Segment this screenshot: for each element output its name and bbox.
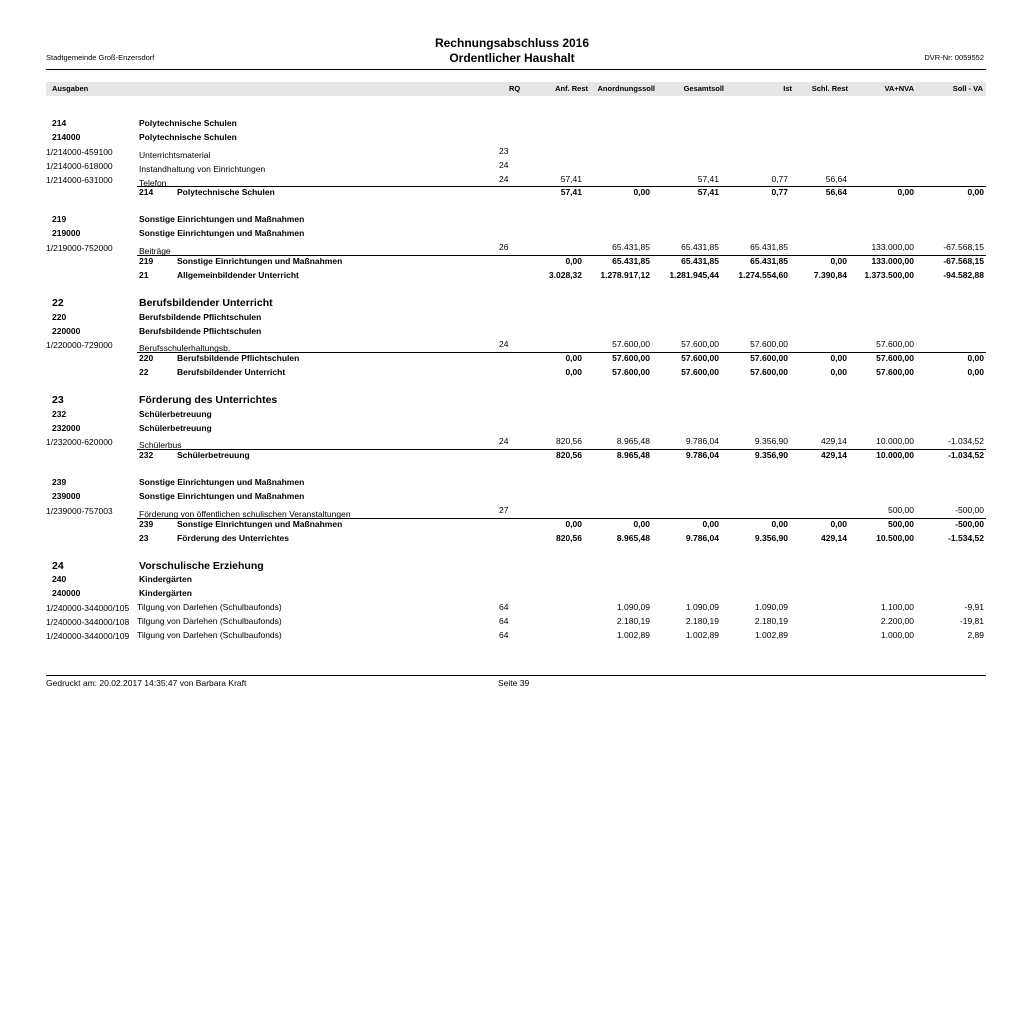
row-value: 10.000,00 — [876, 450, 914, 460]
row-code: 1/220000-729000 — [46, 340, 113, 350]
row-value: -67.568,15 — [943, 256, 984, 266]
row-label: Förderung von öffentlichen schulischen Veranstaltungen — [139, 509, 351, 519]
row-code: 1/214000-459100 — [46, 147, 113, 157]
row-code: 21 — [139, 270, 149, 280]
col-va-nva: VA+NVA — [884, 84, 914, 93]
row-code: 219 — [139, 256, 154, 266]
row-code: 232000 — [52, 423, 81, 433]
row-value: 0,00 — [633, 519, 650, 529]
row-value: -1.034,52 — [948, 436, 984, 446]
row-value: 56,64 — [825, 174, 847, 184]
row-label: Polytechnische Schulen — [139, 118, 237, 128]
row-value: 0,00 — [565, 256, 582, 266]
row-rq: 24 — [499, 436, 509, 446]
row-rq: 64 — [499, 602, 509, 612]
row-value: 0,00 — [565, 519, 582, 529]
row-code: 240 — [52, 574, 67, 584]
row-value: 9.786,04 — [685, 436, 719, 446]
row-value: 1.002,89 — [754, 630, 788, 640]
col-soll-va: Soll - VA — [952, 84, 983, 93]
row-code: 1/219000-752000 — [46, 243, 113, 253]
row-code: 1/232000-620000 — [46, 437, 113, 447]
row-label: Berufsbildende Pflichtschulen — [139, 326, 262, 336]
row-code: 1/240000-344000/109 — [46, 631, 130, 641]
row-code: 23 — [139, 533, 149, 543]
row-value: 65.431,85 — [612, 242, 650, 252]
row-value: 0,00 — [967, 187, 984, 197]
row-value: 56,64 — [825, 187, 847, 197]
row-rq: 27 — [499, 505, 509, 515]
row-value: 0,00 — [967, 353, 984, 363]
row-label: Berufsbildende Pflichtschulen — [139, 312, 262, 322]
subtotal-rule — [137, 449, 986, 450]
row-code: 1/240000-344000/108 — [46, 617, 130, 627]
row-value: 10.000,00 — [876, 436, 914, 446]
row-value: 57,41 — [560, 187, 582, 197]
row-label: Berufsbildende Pflichtschulen — [177, 353, 300, 363]
row-value: 57,41 — [697, 187, 719, 197]
row-rq: 23 — [499, 146, 509, 156]
row-label: Kindergärten — [139, 588, 192, 598]
row-value: 0,00 — [830, 519, 847, 529]
row-value: 1.281.945,44 — [669, 270, 719, 280]
row-code: 23 — [52, 394, 64, 406]
row-code: 1/240000-344000/105 — [46, 603, 130, 613]
print-info: Gedruckt am: 20.02.2017 14:35:47 von Barbara Kraft — [46, 678, 247, 688]
row-label: Vorschulische Erziehung — [139, 560, 264, 572]
row-value: 57.600,00 — [876, 367, 914, 377]
row-value: 133.000,00 — [871, 256, 914, 266]
row-value: 9.356,90 — [754, 436, 788, 446]
col-anordnungssoll: Anordnungssoll — [597, 84, 655, 93]
col-rq: RQ — [509, 84, 521, 93]
row-label: Beiträge — [139, 246, 171, 256]
subtotal-rule — [137, 186, 986, 187]
row-value: 65.431,85 — [681, 256, 719, 266]
row-code: 1/239000-757003 — [46, 506, 113, 516]
row-value: 65.431,85 — [681, 242, 719, 252]
row-code: 24 — [52, 560, 64, 572]
row-code: 219 — [52, 214, 67, 224]
row-value: 0,00 — [702, 519, 719, 529]
row-value: 0,00 — [967, 367, 984, 377]
row-value: 133.000,00 — [871, 242, 914, 252]
row-value: 8.965,48 — [616, 450, 650, 460]
row-label: Sonstige Einrichtungen und Maßnahmen — [139, 228, 305, 238]
page-number: Seite 39 — [498, 678, 530, 688]
row-code: 232 — [139, 450, 154, 460]
row-label: Polytechnische Schulen — [177, 187, 275, 197]
row-label: Schülerbetreuung — [139, 423, 212, 433]
row-label: Polytechnische Schulen — [139, 132, 237, 142]
row-value: -500,00 — [955, 519, 984, 529]
row-label: Sonstige Einrichtungen und Maßnahmen — [139, 477, 305, 487]
row-value: 57.600,00 — [876, 339, 914, 349]
row-label: Berufsschulerhaltungsb. — [139, 343, 231, 353]
row-value: 57.600,00 — [750, 339, 788, 349]
row-code: 22 — [52, 297, 64, 309]
row-label: Berufsbildender Unterricht — [177, 367, 286, 377]
row-code: 220 — [52, 312, 67, 322]
row-value: 57.600,00 — [681, 353, 719, 363]
row-value: -9,91 — [964, 602, 984, 612]
row-rq: 64 — [499, 616, 509, 626]
row-value: 0,00 — [897, 187, 914, 197]
row-value: 2.180,19 — [616, 616, 650, 626]
row-value: 57,41 — [560, 174, 582, 184]
row-value: 820,56 — [556, 436, 582, 446]
row-value: 1.090,09 — [616, 602, 650, 612]
row-value: -94.582,88 — [943, 270, 984, 280]
row-value: 57.600,00 — [750, 367, 788, 377]
row-value: 1.002,89 — [616, 630, 650, 640]
row-value: 65.431,85 — [750, 242, 788, 252]
row-code: 219000 — [52, 228, 81, 238]
row-label: Kindergärten — [139, 574, 192, 584]
row-code: 220000 — [52, 326, 81, 336]
row-label: Allgemeinbildender Unterricht — [177, 270, 299, 280]
row-value: 57.600,00 — [612, 367, 650, 377]
row-value: 7.390,84 — [813, 270, 847, 280]
row-value: 1.100,00 — [880, 602, 914, 612]
row-rq: 24 — [499, 160, 509, 170]
row-value: 10.500,00 — [876, 533, 914, 543]
row-code: 240000 — [52, 588, 81, 598]
row-value: 57,41 — [697, 174, 719, 184]
row-label: Sonstige Einrichtungen und Maßnahmen — [139, 214, 305, 224]
row-value: 57.600,00 — [612, 339, 650, 349]
row-code: 239000 — [52, 491, 81, 501]
row-value: 9.786,04 — [685, 533, 719, 543]
row-value: -67.568,15 — [943, 242, 984, 252]
row-label: Sonstige Einrichtungen und Maßnahmen — [177, 519, 343, 529]
row-value: 9.786,04 — [685, 450, 719, 460]
row-label: Schülerbus — [139, 440, 182, 450]
row-value: 429,14 — [821, 450, 847, 460]
row-label: Unterrichtsmaterial — [139, 150, 211, 160]
row-label: Tilgung von Darlehen (Schulbaufonds) — [137, 602, 282, 612]
row-value: 2.180,19 — [685, 616, 719, 626]
row-rq: 64 — [499, 630, 509, 640]
row-value: 2.180,19 — [754, 616, 788, 626]
row-code: 214000 — [52, 132, 81, 142]
row-value: 820,56 — [556, 533, 582, 543]
row-value: 0,77 — [771, 174, 788, 184]
row-value: 0,00 — [830, 256, 847, 266]
row-value: 8.965,48 — [616, 436, 650, 446]
row-label: Förderung des Unterrichtes — [177, 533, 289, 543]
col-gesamtsoll: Gesamtsoll — [683, 84, 724, 93]
row-value: 57.600,00 — [681, 339, 719, 349]
row-value: 3.028,32 — [548, 270, 582, 280]
row-code: 1/214000-618000 — [46, 161, 113, 171]
row-code: 1/214000-631000 — [46, 175, 113, 185]
row-value: 57.600,00 — [876, 353, 914, 363]
row-rq: 24 — [499, 339, 509, 349]
row-value: -1.034,52 — [948, 450, 984, 460]
col-ist: Ist — [783, 84, 792, 93]
row-value: 820,56 — [556, 450, 582, 460]
row-value: 8.965,48 — [616, 533, 650, 543]
subtotal-rule — [137, 352, 986, 353]
row-value: 0,00 — [565, 367, 582, 377]
row-value: 500,00 — [888, 505, 914, 515]
row-label: Sonstige Einrichtungen und Maßnahmen — [177, 256, 343, 266]
col-schl-rest: Schl. Rest — [811, 84, 848, 93]
row-label: Schülerbetreuung — [177, 450, 250, 460]
row-label: Förderung des Unterrichtes — [139, 394, 278, 406]
row-label: Tilgung von Darlehen (Schulbaufonds) — [137, 616, 282, 626]
row-code: 239 — [52, 477, 67, 487]
report-title-line2: Ordentlicher Haushalt — [449, 51, 575, 65]
row-value: -500,00 — [955, 505, 984, 515]
row-value: 1.090,09 — [685, 602, 719, 612]
row-value: 2,89 — [967, 630, 984, 640]
row-value: 2.200,00 — [880, 616, 914, 626]
row-value: 57.600,00 — [750, 353, 788, 363]
row-value: 0,77 — [771, 187, 788, 197]
col-ausgaben: Ausgaben — [52, 84, 89, 93]
row-value: -1.534,52 — [948, 533, 984, 543]
report-title-line1: Rechnungsabschluss 2016 — [434, 36, 590, 50]
row-label: Instandhaltung von Einrichtungen — [139, 164, 266, 174]
row-value: 9.356,90 — [754, 450, 788, 460]
row-value: 1.373.500,00 — [864, 270, 914, 280]
row-value: 0,00 — [633, 187, 650, 197]
row-value: 429,14 — [821, 436, 847, 446]
dvr-number: DVR-Nr: 0059552 — [924, 53, 984, 62]
row-label: Berufsbildender Unterricht — [139, 297, 273, 309]
row-value: 429,14 — [821, 533, 847, 543]
row-value: 57.600,00 — [612, 353, 650, 363]
row-value: 1.090,09 — [754, 602, 788, 612]
header-rule — [46, 69, 986, 70]
row-label: Telefon — [139, 178, 167, 188]
row-code: 22 — [139, 367, 149, 377]
row-label: Schülerbetreuung — [139, 409, 212, 419]
row-rq: 24 — [499, 174, 509, 184]
municipality-name: Stadtgemeinde Groß-Enzersdorf — [46, 53, 155, 62]
col-anf-rest: Anf. Rest — [555, 84, 588, 93]
row-value: 1.002,89 — [685, 630, 719, 640]
row-value: 0,00 — [565, 353, 582, 363]
row-value: 57.600,00 — [681, 367, 719, 377]
report-title — [0, 36, 1024, 66]
row-value: 65.431,85 — [612, 256, 650, 266]
subtotal-rule — [137, 518, 986, 519]
row-value: 0,00 — [830, 367, 847, 377]
row-label: Tilgung von Darlehen (Schulbaufonds) — [137, 630, 282, 640]
row-value: 9.356,90 — [754, 533, 788, 543]
row-code: 232 — [52, 409, 67, 419]
row-code: 214 — [139, 187, 154, 197]
row-value: 65.431,85 — [750, 256, 788, 266]
row-value: 1.000,00 — [880, 630, 914, 640]
row-value: 500,00 — [888, 519, 914, 529]
subtotal-rule — [137, 255, 986, 256]
row-value: 1.278.917,12 — [600, 270, 650, 280]
row-label: Sonstige Einrichtungen und Maßnahmen — [139, 491, 305, 501]
row-value: 0,00 — [830, 353, 847, 363]
row-code: 239 — [139, 519, 154, 529]
row-value: -19,81 — [959, 616, 984, 626]
row-value: 1.274.554,60 — [738, 270, 788, 280]
row-value: 0,00 — [771, 519, 788, 529]
row-code: 214 — [52, 118, 67, 128]
row-code: 220 — [139, 353, 154, 363]
footer-rule — [46, 675, 986, 676]
row-rq: 26 — [499, 242, 509, 252]
